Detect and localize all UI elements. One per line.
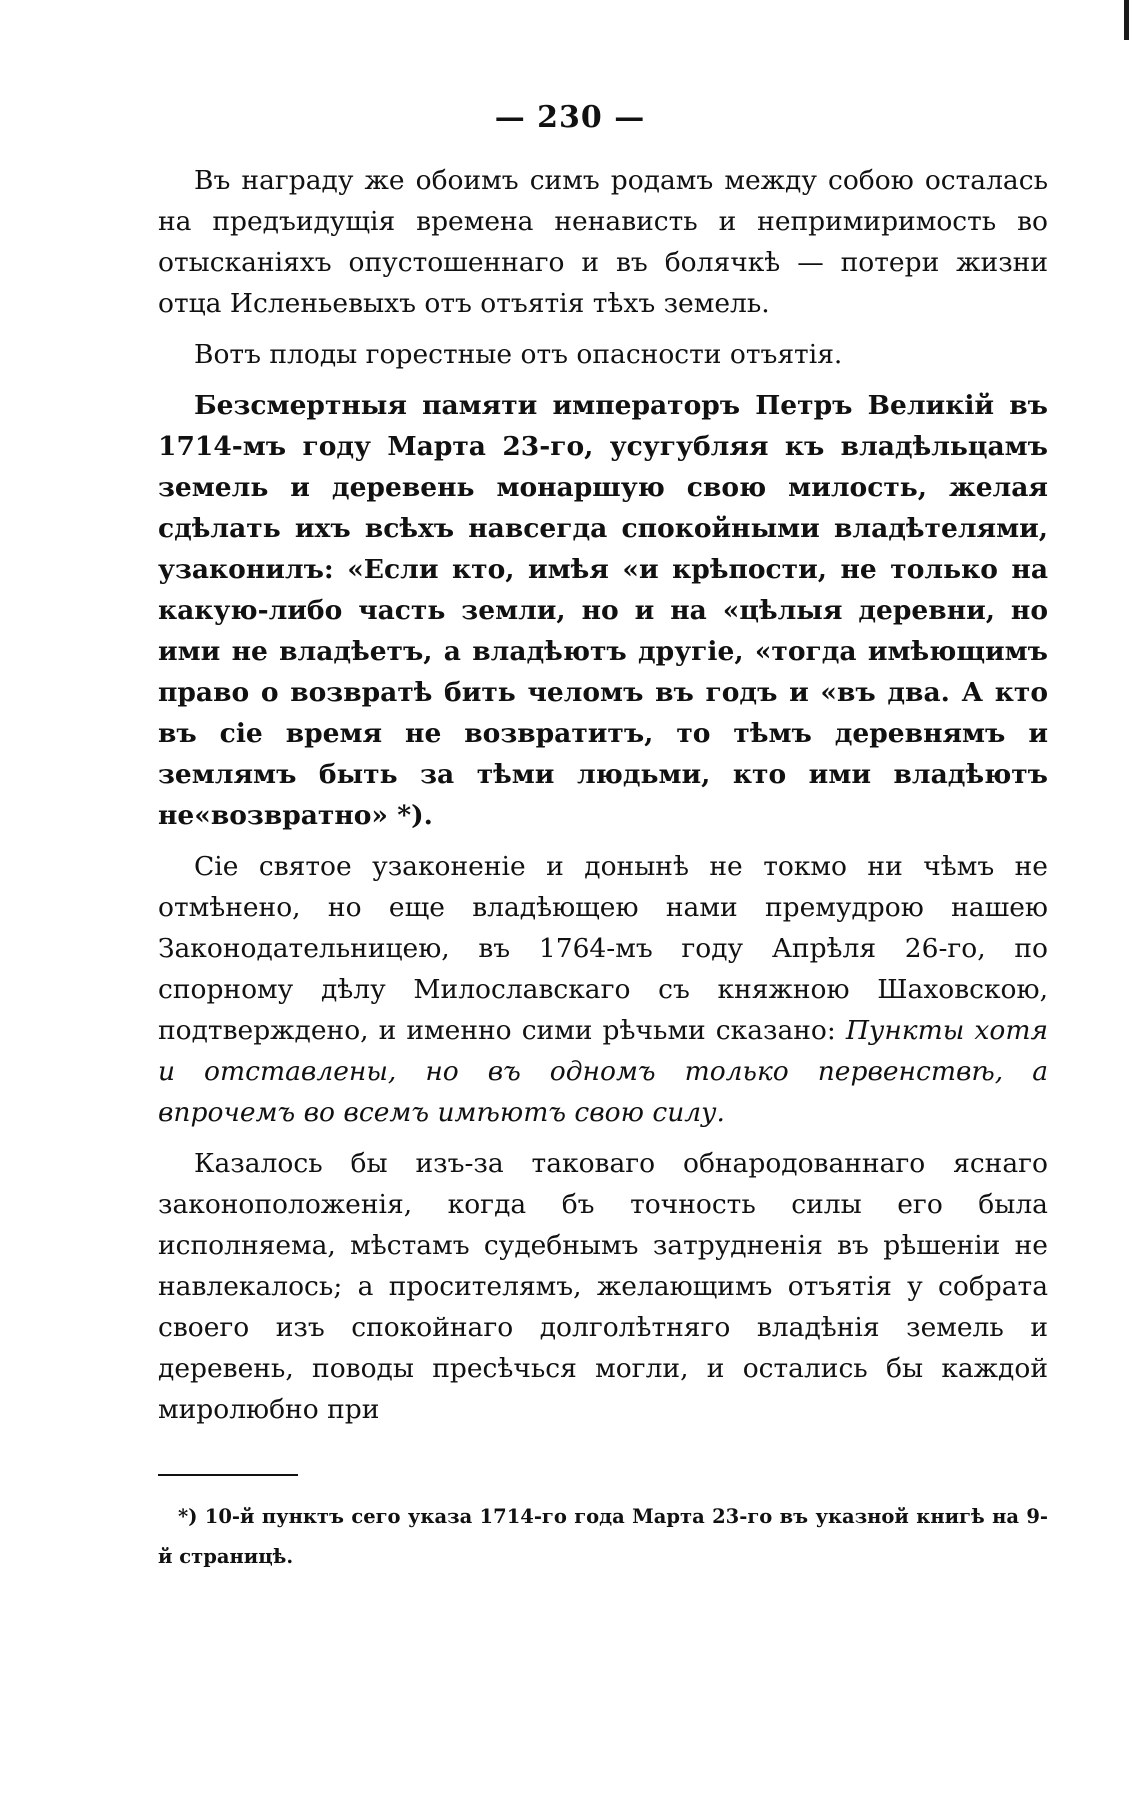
paragraph-2: Вотъ плоды горестные отъ опасности отъятія. [194, 339, 843, 370]
paragraph-4-italic-quote: Пункты хотя и отставлены, но въ одномъ только первенствѣ, а впрочемъ во всемъ имѣютъ свою силу. [158, 1015, 1048, 1128]
main-text [158, 160, 1048, 1430]
paragraph-4-text: Сіе святое узаконеніе и донынѣ не токмо ни чѣмъ не отмѣнено, но еще владѣющею нами премудрою нашею Законодательницею, въ 1764-мъ году Апрѣля 26-го, по спорному дѣлу Милославскаго съ княжною Шаховскою, подтверждено, и именно сими рѣчьми сказано: [158, 851, 1048, 1046]
paragraph-4 [158, 846, 1048, 1133]
footnote: *) 10-й пунктъ сего указа 1714-го года Марта 23-го въ указной книгѣ на 9-й страницѣ. [158, 1505, 1048, 1568]
page-number: — 230 — [494, 100, 646, 135]
paragraph-5: Казалось бы изъ-за таковаго обнародованнаго яснаго законоположенія, когда бъ точность силы его была исполняема, мѣстамъ судебнымъ затрудненія въ рѣшеніи не навлекалось; а просителямъ, желающимъ отъятія у собрата своего изъ спокойнаго долголѣтняго владѣнія земель и деревень, поводы пресѣчься могли, и остались бы каждой миролюбно при [158, 1148, 1048, 1425]
footnote-divider [158, 1474, 298, 1476]
paragraph-3: Безсмертныя памяти императоръ Петръ Великій въ 1714-мъ году Марта 23-го, усугубляя къ владѣльцамъ земель и деревень монаршую свою милость, желая сдѣлать ихъ всѣхъ навсегда спокойными владѣтелями, узаконилъ: «Если кто, имѣя «и крѣпости, не только на какую-либо часть земли, но и на «цѣлыя деревни, но ими не владѣетъ, а владѣютъ другіе, «тогда имѣющимъ право о возвратѣ бить челомъ въ годъ и «въ два. А кто въ сіе время не возвратитъ, то тѣмъ деревнямъ и землямъ быть за тѣми людьми, кто ими владѣютъ не«возвратно» *). [158, 390, 1048, 831]
paragraph-1: Въ награду же обоимъ симъ родамъ между собою осталась на предъидущія времена ненависть и непримиримость во отысканіяхъ опустошеннаго и въ болячкѣ — потери жизни отца Исленьевыхъ отъ отъятія тѣхъ земель. [158, 165, 1048, 319]
page-edge-line [1124, 0, 1129, 40]
